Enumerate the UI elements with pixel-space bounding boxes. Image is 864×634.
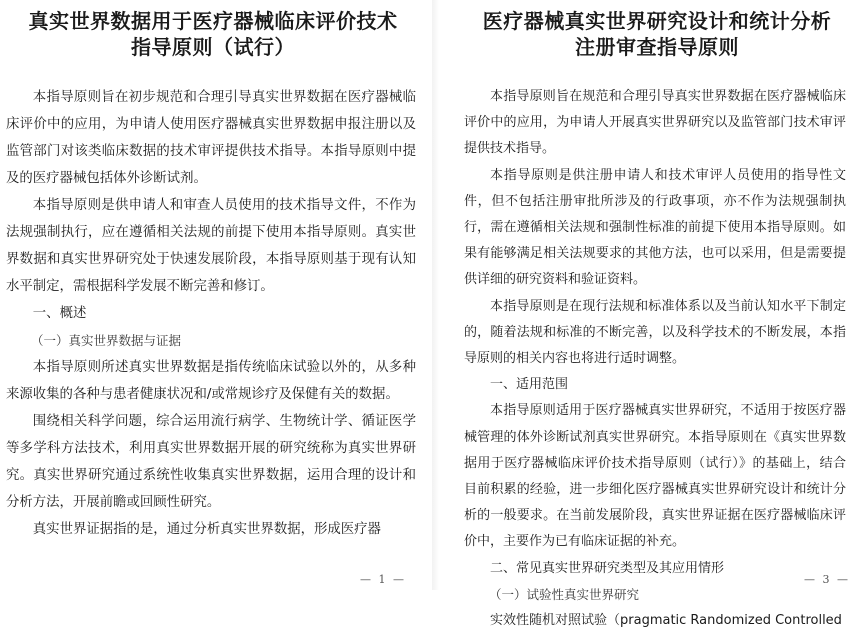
right-paragraph: 本指导原则旨在规范和合理引导真实世界数据在医疗器械临床评价中的应用，为申请人开展真实世界研究以及监管部门技术审评提供技术指导。 [464, 89, 846, 157]
left-paragraph: 真实世界证据指的是，通过分析真实世界数据，形成医疗器 [32, 522, 381, 537]
page-number: — 1 — [360, 573, 406, 586]
right-paragraph: 本指导原则是在现行法规和标准体系以及当前认知水平下制定的，随着法规和标准的不断完善，以及科学技术的不断发展，本指导原则的相关内容也将进行适时调整。 [464, 298, 846, 367]
section-heading: 一、概述 [32, 306, 87, 321]
subsection-heading: （一）试验性真实世界研究 [489, 586, 640, 602]
right-paragraph: 本指导原则是供注册申请人和技术审评人员使用的指导性文件，但不包括注册审批所涉及的行政事项，亦不作为法规强制执行，需在遵循相关法规和强制性标准的前提下使用本指导原则。如果有能够满足相关法规要求的其他方法，也可以采用，但是需要提供详细的研究资料和验证资料。 [464, 167, 846, 288]
right-page [444, 0, 864, 629]
left-paragraph: 围绕相关科学问题，综合运用流行病学、生物统计学、循证医学等多学科方法技术，利用真实世界数据开展的研究统称为真实世界研究。真实世界研究通过系统性收集真实世界数据，运用合理的设计和分析方法，开展前瞻或回顾性研究。 [6, 414, 416, 510]
right-title-line-1: 医疗器械真实世界研究设计和统计分析 [482, 9, 832, 33]
left-page [0, 0, 432, 590]
page-gutter [432, 0, 444, 590]
left-paragraph: 本指导原则旨在初步规范和合理引导真实世界数据在医疗器械临床评价中的应用，为申请人使用医疗器械真实世界数据申报注册以及监管部门对该类临床数据的技术审评提供技术指导。本指导原则中提及的医疗器械包括体外诊断试剂。 [6, 90, 416, 186]
page-number: — 3 — [804, 573, 850, 586]
left-title-line-2: 指导原则（试行） [131, 35, 295, 59]
left-paragraph: 本指导原则是供申请人和审查人员使用的技术指导文件，不作为法规强制执行，应在遵循相关法规的前提下使用本指导原则。真实世界数据和真实世界研究处于快速发展阶段，本指导原则基于现有认知水平制定，需根据科学发展不断完善和修订。 [6, 198, 416, 294]
right-page-title [450, 8, 864, 60]
section-heading: 二、常见真实世界研究类型及其应用情形 [490, 560, 725, 576]
right-paragraph: 实效性随机对照试验（pragmatic Randomized Controlled [490, 613, 842, 629]
left-page-body [6, 84, 416, 543]
left-title-line-1: 真实世界数据用于医疗器械临床评价技术 [28, 9, 398, 33]
right-paragraph: 本指导原则适用于医疗器械真实世界研究，不适用于按医疗器械管理的体外诊断试剂真实世界研究。本指导原则在《真实世界数据用于医疗器械临床评价技术指导原则（试行）》的基础上，结合目前积累的经验，进一步细化医疗器械真实世界研究设计和统计分析的一般要求。在当前发展阶段，真实世界证据在医疗器械临床评价中，主要作为已有临床证据的补充。 [464, 403, 846, 550]
left-paragraph: 本指导原则所述真实世界数据是指传统临床试验以外的，从多种来源收集的各种与患者健康状况和/或常规诊疗及保健有关的数据。 [6, 360, 416, 402]
subsection-heading: （一）真实世界数据与证据 [31, 333, 182, 348]
left-page-title [0, 8, 426, 60]
section-heading: 一、适用范围 [490, 377, 569, 393]
right-page-body [464, 84, 846, 634]
right-title-line-2: 注册审查指导原则 [575, 35, 739, 59]
